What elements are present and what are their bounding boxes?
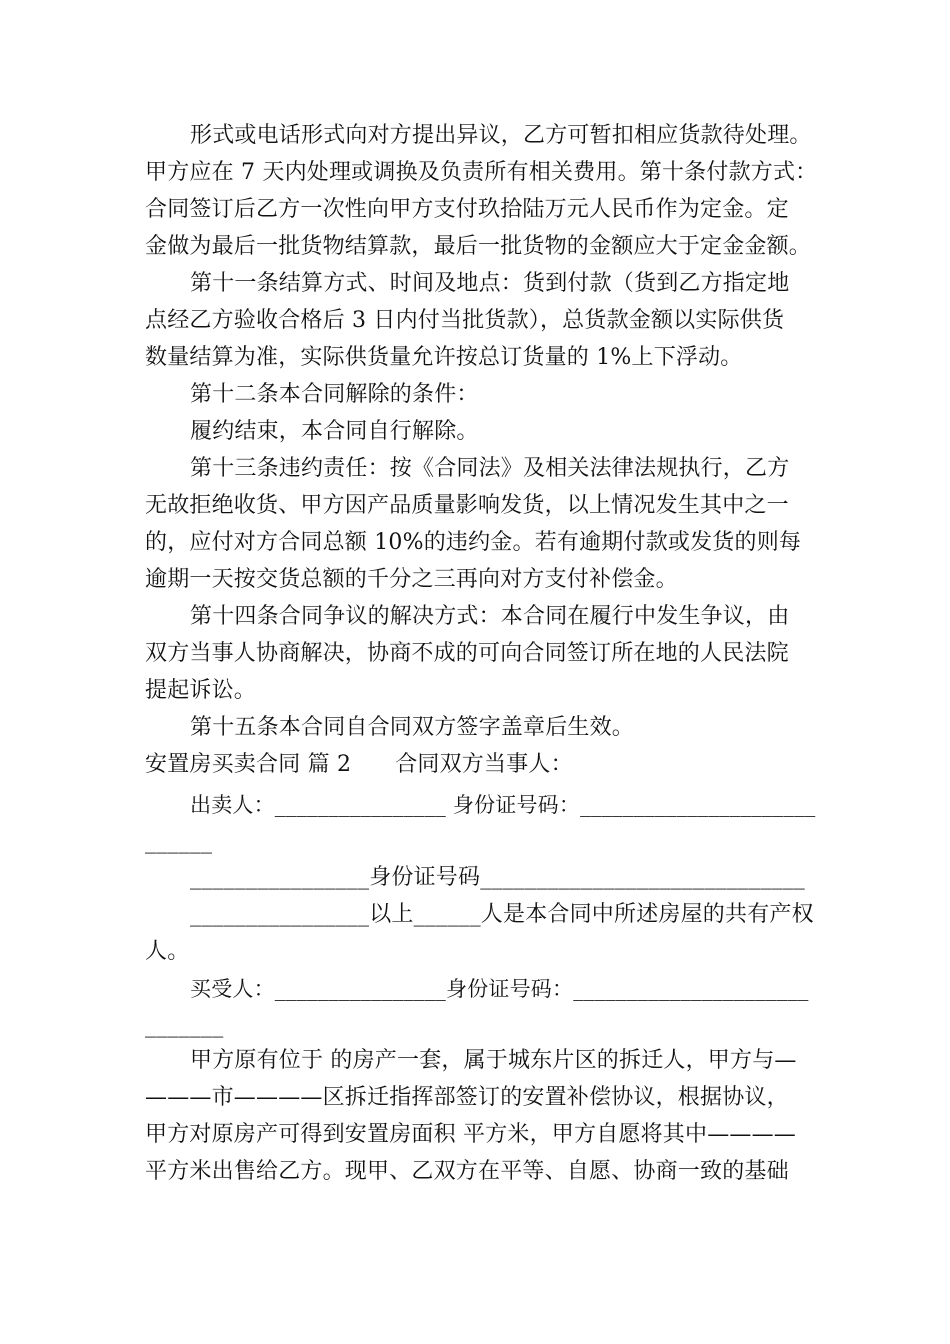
paragraph-line: 第十三条违约责任：按《合同法》及相关法律法规执行，乙方: [190, 456, 790, 481]
seller-field-line: 出卖人：________________ 身份证号码：______________________: [190, 793, 816, 817]
seller-field-line: ______: [145, 829, 213, 854]
paragraph-line: 第十五条本合同自合同双方签字盖章后生效。: [190, 715, 635, 740]
paragraph-line: 履约结束，本合同自行解除。: [190, 419, 479, 444]
paragraph-line: 形式或电话形式向对方提出异议，乙方可暂扣相应货款待处理。: [190, 123, 812, 148]
buyer-field-line: _______: [145, 1013, 224, 1038]
paragraph-line: 第十一条结算方式、时间及地点：货到付款（货到乙方指定地: [190, 271, 790, 296]
paragraph-line: 的，应付对方合同总额 10%的违约金。若有逾期付款或发货的则每: [145, 530, 802, 555]
paragraph-line: 平方米出售给乙方。现甲、乙双方在平等、自愿、协商一致的基础: [145, 1159, 789, 1184]
paragraph-line: 点经乙方验收合格后 3 日内付当批货款），总货款金额以实际供货: [145, 308, 785, 333]
paragraph-line: 金做为最后一批货物结算款，最后一批货物的金额应大于定金金额。: [145, 234, 812, 259]
paragraph-line: 数量结算为准，实际供货量允许按总订货量的 1%上下浮动。: [145, 345, 743, 370]
section-subtitle: 合同双方当事人：: [395, 752, 573, 777]
paragraph-line: 甲方对原房产可得到安置房面积 平方米，甲方自愿将其中————: [145, 1122, 796, 1147]
paragraph-line: 无故拒绝收货、甲方因产品质量影响发货，以上情况发生其中之一: [145, 493, 789, 518]
paragraph-line: 甲方原有位于 的房产一套，属于城东片区的拆迁人，甲方与—: [190, 1048, 797, 1073]
section-heading: [145, 749, 573, 781]
buyer-field-line: 买受人：________________身份证号码：______________________: [190, 977, 809, 1001]
paragraph-line: 第十四条合同争议的解决方式：本合同在履行中发生争议，由: [190, 604, 790, 629]
section-title: 安置房买卖合同 篇 2: [145, 752, 352, 777]
paragraph-line: 甲方应在 7 天内处理或调换及负责所有相关费用。第十条付款方式：: [145, 160, 818, 185]
paragraph-line: 第十二条本合同解除的条件：: [190, 382, 479, 407]
co-owner-field-line: ________________以上______人是本合同中所述房屋的共有产权: [190, 902, 814, 927]
paragraph-line: 提起诉讼。: [145, 678, 257, 703]
paragraph-line: 逾期一天按交货总额的千分之三再向对方支付补偿金。: [145, 567, 678, 592]
paragraph-line: 双方当事人协商解决，协商不成的可向合同签订所在地的人民法院: [145, 641, 789, 666]
paragraph-line: 人。: [145, 939, 190, 964]
co-owner-field-line: ________________身份证号码_____________________________: [190, 865, 806, 890]
paragraph-line: ———市————区拆迁指挥部签订的安置补偿协议，根据协议，: [145, 1085, 789, 1110]
paragraph-line: 合同签订后乙方一次性向甲方支付玖拾陆万元人民币作为定金。定: [145, 197, 789, 222]
